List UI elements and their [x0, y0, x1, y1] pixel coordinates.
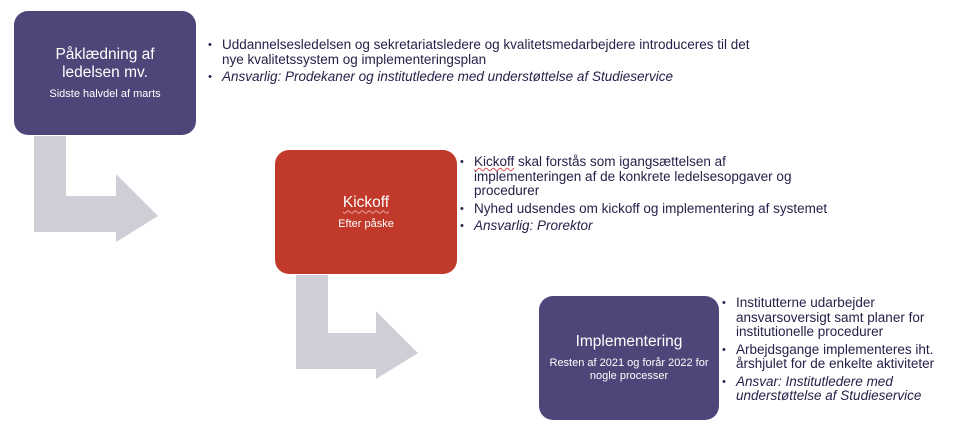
step2-title: Kickoff	[342, 193, 390, 211]
step1-bullet-list	[208, 38, 768, 88]
step2-bullet-list	[460, 155, 830, 237]
step3-bullet-1: • Institutterne udarbejder ansvarsoversigt samt planer for institutionelle procedurer	[722, 296, 970, 340]
step1-bullet-2: • Ansvarlig: Prodekaner og institutledere med understøttelse af Studieservice	[208, 70, 768, 85]
step1-subtitle: Sidste halvdel af marts	[49, 87, 161, 100]
step3-title: Implementering	[575, 333, 683, 350]
step-box-implementering	[539, 296, 719, 420]
bent-arrow-1	[34, 136, 160, 246]
step1-title-line1: Påklædning af	[55, 45, 155, 63]
step-box-paakladning	[14, 11, 196, 135]
step3-bullet-2: • Arbejdsgange implementeres iht. årshjulet for de enkelte aktiviteter	[722, 343, 970, 372]
step1-title-line2: ledelsen mv.	[62, 63, 148, 81]
step3-subtitle: Resten af 2021 og forår 2022 for nogle processer	[549, 357, 709, 382]
step-box-kickoff	[275, 150, 457, 274]
step3-bullet-3: • Ansvar: Institutledere med understøttelse af Studieservice	[722, 375, 970, 404]
step3-bullet-list	[722, 296, 970, 407]
step2-bullet-1-word: Kickoff	[474, 154, 515, 169]
step2-bullet-2: • Nyhed udsendes om kickoff og implementering af systemet	[460, 202, 830, 217]
step2-bullet-1-rest: skal forstås som igangsættelsen af implementeringen af de konkrete ledelsesopgaver og procedurer	[474, 154, 792, 198]
bent-arrow-2	[296, 275, 420, 385]
step2-bullet-3: • Ansvarlig: Prorektor	[460, 219, 830, 234]
step2-subtitle: Efter påske	[338, 217, 394, 230]
step2-bullet-1	[460, 155, 830, 199]
step1-bullet-1: • Uddannelsesledelsen og sekretariatsledere og kvalitetsmedarbejdere introduceres til det nye kvalitetssystem og implementeringsplan	[208, 38, 768, 67]
